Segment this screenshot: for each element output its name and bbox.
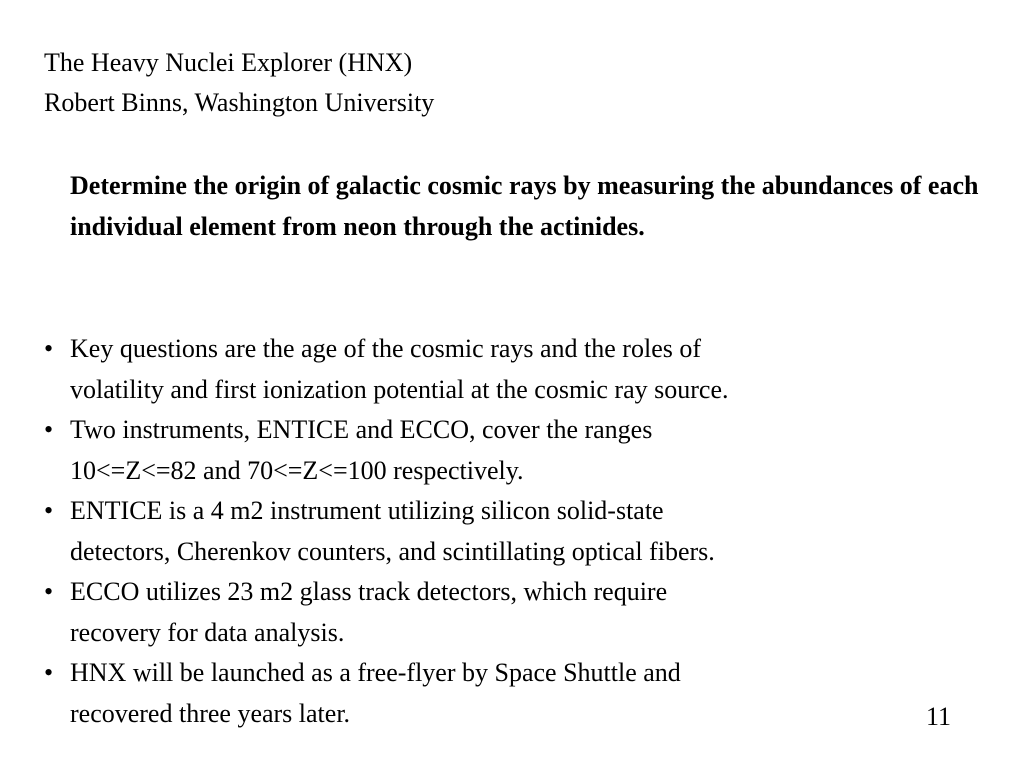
bullet-marker: • bbox=[44, 334, 54, 363]
bullet-line: ECCO utilizes 23 m2 glass track detectors, which require bbox=[70, 577, 668, 606]
page-number: 11 bbox=[926, 702, 952, 731]
bullet-line: ENTICE is a 4 m2 instrument utilizing silicon solid-state bbox=[70, 496, 664, 525]
bullet-marker: • bbox=[44, 415, 54, 444]
bullet-item bbox=[0, 572, 950, 653]
objective-statement: Determine the origin of galactic cosmic rays by measuring the abundances of each individual element from neon through the actinides. bbox=[70, 171, 979, 241]
bullet-line: 10<=Z<=82 and 70<=Z<=100 respectively. bbox=[70, 455, 524, 485]
bullet-marker: • bbox=[44, 658, 54, 687]
bullet-item bbox=[0, 329, 950, 410]
bullet-item bbox=[0, 491, 950, 572]
bullet-line: Key questions are the age of the cosmic rays and the roles of bbox=[70, 334, 702, 363]
bullet-item bbox=[0, 410, 950, 491]
slide-title: The Heavy Nuclei Explorer (HNX) bbox=[44, 48, 413, 77]
bullet-line: Two instruments, ENTICE and ECCO, cover the ranges bbox=[70, 415, 653, 444]
bullet-list bbox=[0, 329, 950, 734]
bullet-line: HNX will be launched as a free-flyer by Space Shuttle and bbox=[70, 658, 681, 687]
bullet-marker: • bbox=[44, 577, 54, 606]
slide-header bbox=[44, 43, 434, 123]
bullet-line: volatility and first ionization potential at the cosmic ray source. bbox=[70, 374, 729, 404]
slide-author: Robert Binns, Washington University bbox=[44, 88, 435, 117]
bullet-marker: • bbox=[44, 496, 54, 525]
bullet-item bbox=[0, 653, 950, 734]
bullet-line: recovered three years later. bbox=[70, 698, 351, 728]
bullet-line: detectors, Cherenkov counters, and scintillating optical fibers. bbox=[70, 536, 715, 566]
bullet-line: recovery for data analysis. bbox=[70, 617, 345, 647]
